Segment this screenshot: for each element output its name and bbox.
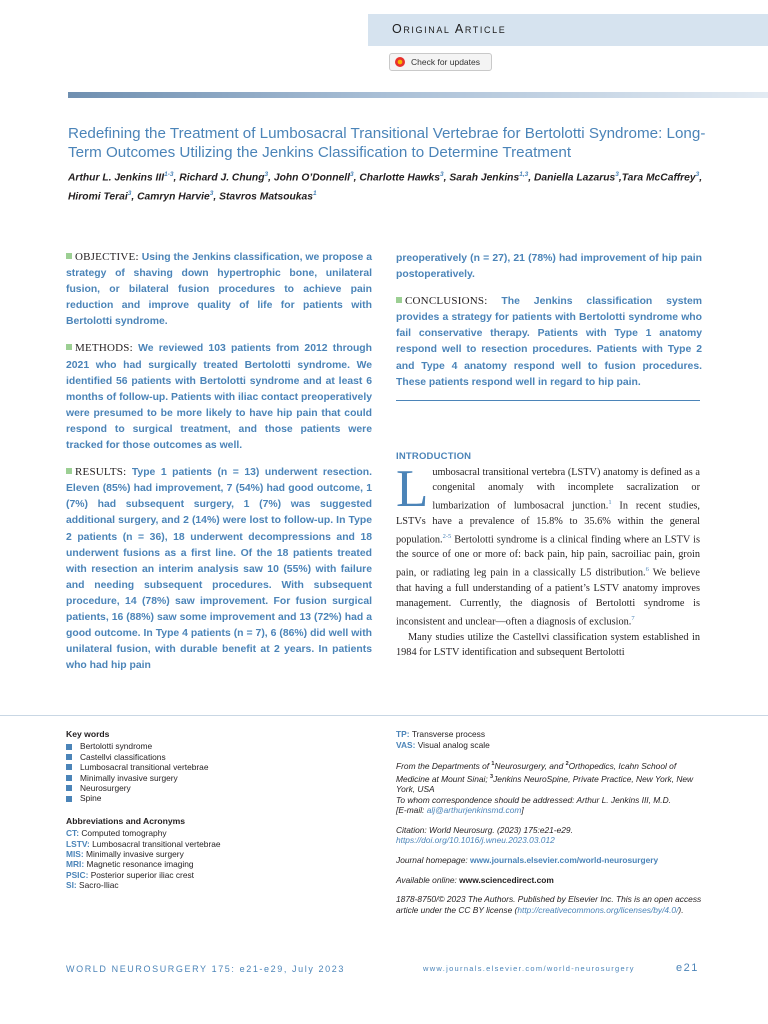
email-prefix: [E-mail: bbox=[396, 805, 427, 816]
author-separator: , bbox=[699, 172, 703, 184]
abbreviation-item bbox=[66, 839, 366, 849]
reference-superscript: 6 bbox=[645, 566, 649, 574]
results-continued: preoperatively (n = 27), 21 (78%) had improvement of hip pain postoperatively. bbox=[396, 253, 702, 281]
keyword-item bbox=[66, 752, 366, 762]
author-separator: , bbox=[213, 191, 220, 203]
abbreviation-colon: : bbox=[73, 880, 80, 891]
abbreviation-term: VAS bbox=[396, 739, 413, 750]
abbreviation-definition: Visual analog scale bbox=[417, 739, 490, 750]
keyword-item bbox=[66, 783, 366, 793]
abstract-methods bbox=[66, 340, 372, 454]
abbreviation-definition: Computed tomography bbox=[81, 828, 167, 839]
abbreviation-definition: Lumbosacral transitional vertebrae bbox=[92, 838, 221, 849]
citation: Citation: World Neurosurg. (2023) 175:e21-e29. bbox=[396, 824, 573, 835]
abbreviation-term: CT bbox=[66, 828, 77, 839]
keyword-item bbox=[66, 773, 366, 783]
abstract-divider bbox=[396, 400, 700, 401]
keyword-label: Bertolotti syndrome bbox=[80, 741, 153, 752]
reference-superscript: 7 bbox=[631, 615, 635, 623]
abstract-left-column bbox=[66, 249, 372, 684]
objective-label: OBJECTIVE: bbox=[75, 251, 139, 263]
square-bullet-icon bbox=[66, 775, 72, 781]
abbreviation-colon: : bbox=[406, 729, 412, 739]
square-bullet-icon bbox=[66, 796, 72, 802]
abstract-conclusions bbox=[396, 293, 702, 391]
author-affiliation: 3 bbox=[349, 171, 354, 178]
introduction-text: We believe that having a full understanding of a patient’s LSTV anatomy improves management. Currently, the diagnosis of Bertolotti syndrome is inconsistent and unclear—often a diagnosis of exclusion. bbox=[396, 567, 700, 628]
introduction-paragraph bbox=[396, 460, 700, 630]
abbreviation-definition: Posterior superior iliac crest bbox=[90, 869, 195, 880]
author-separator: , bbox=[528, 172, 534, 184]
reference-superscript: 2-5 bbox=[442, 532, 452, 540]
abbreviation-term: LSTV bbox=[66, 838, 87, 849]
label-square-icon bbox=[66, 344, 72, 350]
conclusions-text: The Jenkins classification system provides a strategy for patients with Bertolotti syndrome who fail conservative therapy. Patients with Type 1 anatomy respond well to resection procedures. Patients with Type 2 and Type 4 anatomy respond well to fusion procedures. These patients respond well in regard to hip pain. bbox=[396, 296, 703, 388]
author-separator: , bbox=[618, 172, 622, 184]
introduction-text: In recent studies, LSTVs have a prevalence of 15.8% to 35.6% within the general population. bbox=[396, 500, 700, 546]
section-divider bbox=[0, 715, 768, 716]
keywords-list bbox=[66, 741, 366, 803]
introduction-body bbox=[396, 460, 700, 660]
abbreviation-item bbox=[66, 870, 366, 880]
author-name: Arthur L. Jenkins III bbox=[68, 172, 165, 184]
author-affiliation: 1-3 bbox=[164, 171, 174, 178]
author-affiliation: 1 bbox=[312, 190, 317, 198]
abbreviation-item bbox=[66, 828, 366, 838]
abbreviation-colon: : bbox=[85, 869, 91, 880]
author-separator: , bbox=[131, 191, 138, 203]
keywords-block bbox=[66, 729, 366, 891]
abbreviation-colon: : bbox=[86, 838, 93, 849]
abbreviation-item bbox=[396, 740, 702, 751]
author-affiliation: 3 bbox=[264, 171, 269, 178]
keyword-label: Neurosurgery bbox=[80, 783, 131, 794]
abbreviation-definition: Sacro-Iliac bbox=[79, 880, 119, 891]
keyword-label: Minimally invasive surgery bbox=[80, 772, 178, 783]
section-label: Original Article bbox=[392, 22, 507, 36]
abbreviation-item bbox=[396, 729, 702, 740]
square-bullet-icon bbox=[66, 764, 72, 770]
author-name: Daniella Lazarus bbox=[533, 172, 616, 184]
affiliations bbox=[396, 759, 702, 794]
abbreviation-item bbox=[66, 849, 366, 859]
drop-cap: L bbox=[396, 460, 429, 518]
abstract-objective bbox=[66, 249, 372, 330]
license-end: ). bbox=[678, 904, 684, 915]
author-affiliation: 3 bbox=[440, 171, 444, 178]
abbreviation-term: MIS bbox=[66, 849, 81, 860]
keyword-item bbox=[66, 762, 366, 772]
available-label: Available online: bbox=[396, 874, 460, 885]
affiliation-text: From the Departments of bbox=[396, 760, 492, 771]
author-name: Richard J. Chung bbox=[179, 172, 265, 184]
affiliation-text: Neurosurgery, and bbox=[494, 760, 566, 771]
abstract-right-column bbox=[396, 251, 702, 401]
abbreviation-item bbox=[66, 880, 366, 890]
label-square-icon bbox=[66, 253, 72, 259]
abbreviation-colon: : bbox=[412, 739, 418, 750]
square-bullet-icon bbox=[66, 785, 72, 791]
keyword-label: Lumbosacral transitional vertebrae bbox=[80, 762, 209, 773]
objective-text: Using the Jenkins classification, we propose a strategy of shaving down hypertrophic bone, unilateral fusion, or bilateral fusion procedures to achieve pain reduction and improve quality of life for patients with Bertolotti syndrome. bbox=[66, 252, 372, 328]
correspondence: To whom correspondence should be addressed: Arthur L. Jenkins III, M.D. bbox=[396, 794, 671, 805]
abbreviations-heading: Abbreviations and Acronyms bbox=[66, 815, 186, 826]
abbreviation-item bbox=[66, 859, 366, 869]
introduction-paragraph-2: Many studies utilize the Castellvi classification system established in 1984 for LSTV identification and subsequent Bertolotti bbox=[396, 631, 700, 658]
author-list bbox=[68, 167, 708, 205]
affiliation-text: Orthopedics, Icahn School of Medicine at Mount Sinai; bbox=[396, 760, 677, 784]
square-bullet-icon bbox=[66, 744, 72, 750]
author-name: Hiromi Terai bbox=[68, 191, 128, 203]
author-affiliation: 3 bbox=[127, 190, 132, 198]
results-text: Type 1 patients (n = 13) underwent resection. Eleven (85%) had improvement, 7 (54%) had good outcome, 1 (7%) had subsequent surgery, 1 (7%) was suggested additional surgery, and 2 (14%) were lost to follow-up. In Type 2 patients (n = 36), 18 underwent decompressions and 18 underwent fusions as a first line. Of the 18 patients treated with resection an interim analysis saw 10 (55%) with failure and needing subsequent procedures. With subsequent procedure, 14 (78%) saw improvement. For fusion surgical patients, 16 (88%) saw some improvement and 13 (72%) had a good outcome. In Type 4 patients (n = 7), 6 (86%) did well with unilateral fusion, with durable benefit at 2 years. In patients who had hip pain bbox=[66, 467, 372, 672]
author-affiliation: 3 bbox=[615, 171, 619, 178]
affiliation-number: 3 bbox=[490, 773, 494, 780]
author-name: Tara McCaffrey bbox=[621, 172, 696, 184]
abbreviations-list bbox=[66, 828, 366, 890]
article-title: Redefining the Treatment of Lumbosacral Transitional Vertebrae for Bertolotti Syndrome: Long-Term Outcomes Utilizing the Jenkins Classification to Determine Treatment bbox=[68, 125, 706, 161]
abbreviation-term: TP bbox=[396, 729, 407, 739]
license-text: 1878-8750/© 2023 The Authors. Published by Elsevier Inc. This is an open access article under the CC BY license ( bbox=[396, 894, 702, 915]
header-divider bbox=[68, 92, 768, 98]
page-number: e21 bbox=[676, 962, 699, 974]
abbreviation-definition: Magnetic resonance imaging bbox=[86, 859, 194, 870]
license bbox=[396, 894, 702, 915]
email-link[interactable]: alj@arthurjenkinsmd.com bbox=[426, 805, 522, 816]
abbreviation-term: MRI bbox=[66, 859, 82, 870]
author-separator: , bbox=[353, 172, 360, 184]
author-name: Charlotte Hawks bbox=[359, 172, 441, 184]
author-affiliation: 1,3 bbox=[519, 171, 529, 178]
keyword-label: Castellvi classifications bbox=[80, 751, 166, 762]
author-separator: , bbox=[173, 172, 180, 184]
available-online bbox=[396, 875, 702, 886]
homepage-label: Journal homepage: bbox=[396, 854, 471, 865]
abbreviations-list-continued bbox=[396, 729, 702, 750]
abbreviation-definition: Transverse process bbox=[411, 729, 486, 739]
affiliation-text: Jenkins NeuroSpine, Private Practice, New York, New York, USA bbox=[396, 773, 694, 794]
author-name: Stavros Matsoukas bbox=[219, 191, 313, 203]
square-bullet-icon bbox=[66, 754, 72, 760]
author-name: Sarah Jenkins bbox=[449, 172, 520, 184]
license-link[interactable]: http://creativecommons.org/licenses/by/4.0/ bbox=[517, 904, 679, 915]
methods-text: We reviewed 103 patients from 2012 through 2021 who had surgically treated Bertolotti syndrome. We identified 56 patients with Bertolotti syndrome and at least 6 months of follow-up. Patients with iliac contact preoperatively were presumed to be more likely to have hip pain that could respond to surgical treatment, and those patients were tracked for those outcomes as well. bbox=[66, 343, 373, 452]
author-affiliation: 3 bbox=[209, 190, 214, 198]
keyword-label: Spine bbox=[80, 793, 102, 804]
label-square-icon bbox=[396, 297, 402, 303]
author-name: Camryn Harvie bbox=[137, 191, 210, 203]
conclusions-label: CONCLUSIONS: bbox=[405, 295, 488, 308]
reference-superscript: 1 bbox=[608, 499, 612, 507]
doi-link[interactable]: https://doi.org/10.1016/j.wneu.2023.03.012 bbox=[396, 835, 555, 846]
abbreviation-definition: Minimally invasive surgery bbox=[86, 849, 184, 860]
label-square-icon bbox=[66, 468, 72, 474]
email-suffix: ] bbox=[521, 805, 524, 816]
affiliation-number: 1 bbox=[491, 761, 495, 768]
check-for-updates-label: Check for updates bbox=[411, 57, 480, 67]
keywords-heading: Key words bbox=[66, 729, 110, 739]
journal-homepage bbox=[396, 855, 702, 866]
homepage-link[interactable]: www.journals.elsevier.com/world-neurosurgery bbox=[470, 854, 659, 865]
abbreviation-term: PSIC bbox=[66, 869, 86, 880]
crossmark-icon bbox=[395, 57, 405, 67]
sciencedirect-link[interactable]: www.sciencedirect.com bbox=[459, 874, 554, 885]
introduction-text: Bertolotti syndrome is a clinical finding where an LSTV is the source of one or more of: back pain, hip pain, sacroiliac pain, groin pain, or radiating leg pain in a classically L5 distribution. bbox=[396, 534, 700, 579]
introduction-text: umbosacral transitional vertebra (LSTV) anatomy is defined as a congenital anomaly with incomplete sacralization or lumbarization of lumbosacral junction. bbox=[432, 467, 700, 512]
footer-url[interactable]: www.journals.elsevier.com/world-neurosurgery bbox=[423, 964, 635, 973]
results-label: RESULTS: bbox=[75, 466, 127, 479]
methods-label: METHODS: bbox=[75, 342, 133, 355]
author-separator: , bbox=[443, 172, 450, 184]
abbreviation-colon: : bbox=[76, 828, 82, 839]
author-name: John O’Donnell bbox=[273, 172, 350, 184]
keyword-item bbox=[66, 741, 366, 751]
article-info-block bbox=[396, 729, 702, 915]
author-separator: , bbox=[268, 172, 274, 184]
abbreviation-term: SI bbox=[66, 880, 74, 891]
author-affiliation: 3 bbox=[695, 171, 700, 178]
email-line bbox=[396, 805, 702, 816]
check-for-updates-button[interactable] bbox=[389, 53, 492, 71]
abbreviation-colon: : bbox=[81, 859, 87, 870]
affiliation-number: 2 bbox=[565, 761, 569, 768]
footer-journal: WORLD NEUROSURGERY 175: e21-e29, July 2023 bbox=[66, 964, 345, 974]
abbreviation-colon: : bbox=[80, 849, 87, 860]
abstract-results bbox=[66, 464, 372, 674]
introduction-heading: INTRODUCTION bbox=[396, 451, 472, 462]
keyword-item bbox=[66, 793, 366, 803]
